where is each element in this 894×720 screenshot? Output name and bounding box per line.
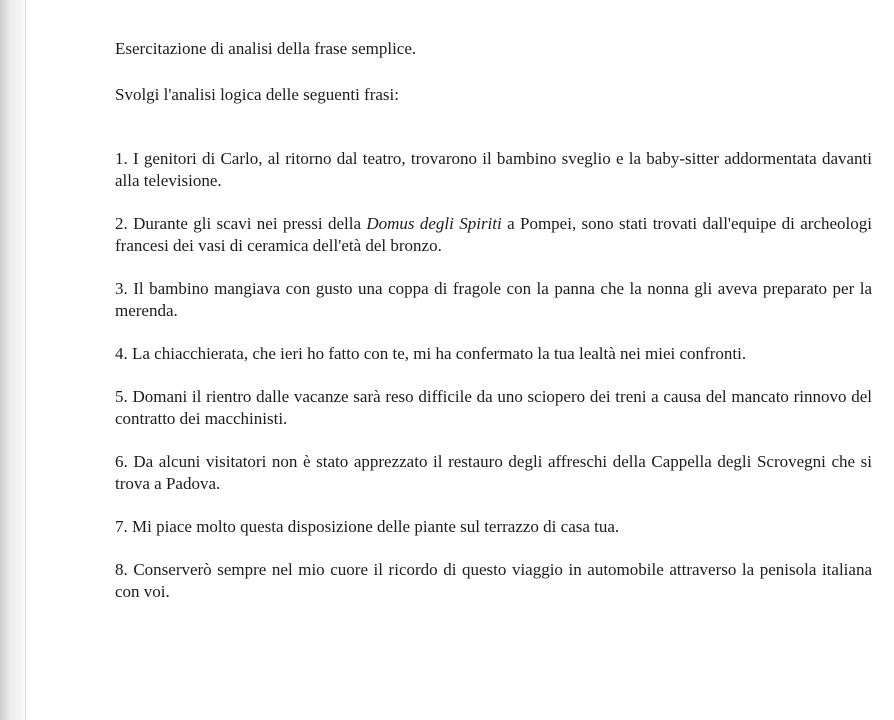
document-body — [115, 38, 872, 624]
page-left-edge — [0, 0, 26, 720]
document-title: Esercitazione di analisi della frase semplice. — [115, 39, 417, 58]
sentence-text-italic: Domus degli Spiriti — [366, 214, 502, 233]
sentence-item — [115, 148, 872, 192]
sentence-list — [115, 148, 872, 603]
sentence-text-before: 2. Durante gli scavi nei pressi della — [115, 214, 367, 233]
sentence-item — [115, 343, 872, 365]
sentence-text: 1. I genitori di Carlo, al ritorno dal teatro, trovarono il bambino sveglio e la baby-sitter addormentata davanti alla televisione. — [115, 149, 872, 190]
sentence-item — [115, 278, 872, 322]
sentence-text: 3. Il bambino mangiava con gusto una coppa di fragole con la panna che la nonna gli aveva preparato per la merenda. — [115, 279, 872, 320]
page-edge-divider — [25, 0, 26, 720]
sentence-item — [115, 516, 872, 538]
sentence-text: 7. Mi piace molto questa disposizione delle piante sul terrazzo di casa tua. — [115, 517, 620, 536]
sentence-text: 5. Domani il rientro dalle vacanze sarà reso difficile da uno sciopero dei treni a causa del mancato rinnovo del contratto dei macchinisti. — [115, 387, 872, 428]
sentence-text: 8. Conserverò sempre nel mio cuore il ricordo di questo viaggio in automobile attraverso la penisola italiana con voi. — [115, 560, 872, 601]
sentence-text: 6. Da alcuni visitatori non è stato apprezzato il restauro degli affreschi della Cappella degli Scrovegni che si trova a Padova. — [115, 452, 872, 493]
sentence-item — [115, 386, 872, 430]
sentence-text-after: a Pompei, sono stati trovati dall'equipe di archeologi francesi dei vasi di ceramica dell'età del bronzo. — [115, 214, 872, 255]
sentence-item — [115, 559, 872, 603]
sentence-item — [115, 451, 872, 495]
sentence-text: 4. La chiacchierata, che ieri ho fatto con te, mi ha confermato la tua lealtà nei miei confronti. — [115, 344, 747, 363]
sentence-item — [115, 213, 872, 257]
instruction-text: Svolgi l'analisi logica delle seguenti frasi: — [115, 85, 399, 104]
